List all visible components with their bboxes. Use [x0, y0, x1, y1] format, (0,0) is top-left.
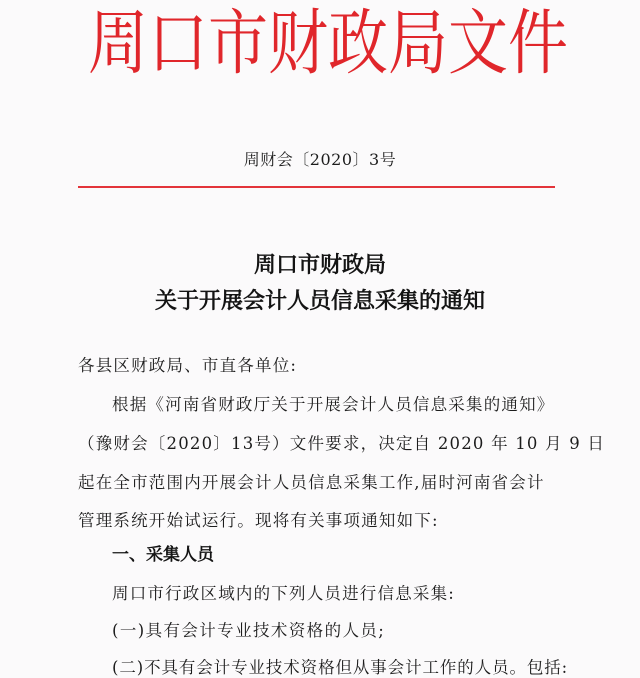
document-number: 周财会〔2020〕3号: [243, 150, 397, 169]
header-char: 局: [388, 2, 448, 86]
paragraph-line: （豫财会〔2020〕13号）文件要求，决定自 2020 年 10 月 9 日: [78, 434, 606, 453]
header-char: 文: [448, 2, 508, 86]
header-char: 周: [88, 2, 148, 86]
section-intro: 周口市行政区域内的下列人员进行信息采集:: [112, 584, 456, 603]
header-char: 政: [328, 2, 388, 86]
header-char: 口: [148, 2, 208, 86]
list-item: (一)具有会计专业技术资格的人员;: [112, 621, 386, 640]
salutation: 各县区财政局、市直各单位:: [78, 356, 298, 375]
red-divider-line: [78, 186, 555, 188]
document-title-line2: 关于开展会计人员信息采集的通知: [154, 289, 485, 314]
header-char: 财: [268, 2, 328, 86]
document-title-line1: 周口市财政局: [253, 253, 386, 278]
list-item: (二)不具有会计专业技术资格但从事会计工作的人员。包括:: [112, 658, 569, 677]
issuer-red-header: [88, 0, 568, 91]
header-char: 件: [508, 2, 568, 86]
header-char: 市: [208, 2, 268, 86]
paragraph-line: 起在全市范围内开展会计人员信息采集工作,届时河南省会计: [78, 473, 545, 492]
section-heading: 一、采集人员: [112, 545, 214, 565]
paragraph-line: 根据《河南省财政厅关于开展会计人员信息采集的通知》: [112, 395, 555, 414]
paragraph-line: 管理系统开始试运行。现将有关事项通知如下:: [78, 511, 439, 530]
